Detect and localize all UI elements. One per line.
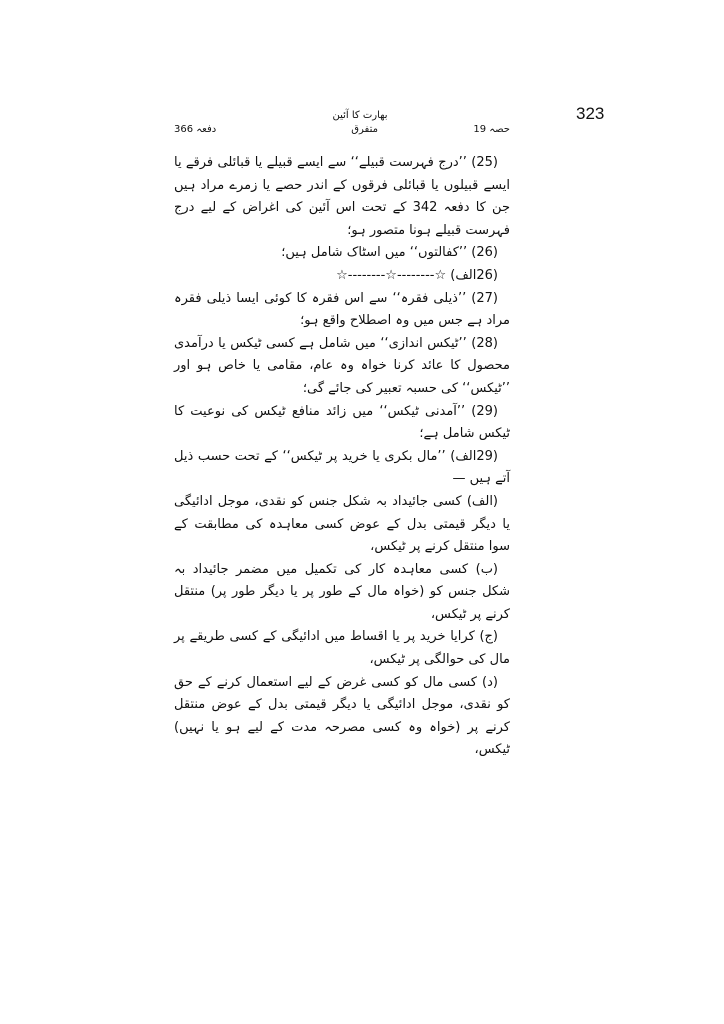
clause-26a: (26الف) ☆--------☆--------☆ <box>336 267 498 283</box>
part-label: حصہ 19 <box>473 124 510 135</box>
book-title: بھارت کا آئین <box>332 110 388 121</box>
category-label: متفرق <box>351 124 378 135</box>
clause-25: (25) ’’درج فہرست قبیلے‘‘ سے ایسے قبیلے یا قبائلی فرقے یا ایسے قبیلوں یا قبائلی فرقوں کے اندر حصے یا زمرے مراد ہیں جن کا دفعہ 342 کے تحت اس آئین کی اغراض کے لیے درج فہرست قبیلے ہونا متصور ہو؛ <box>174 155 510 238</box>
page-number: 323 <box>576 104 605 123</box>
article-label: دفعہ 366 <box>174 124 217 135</box>
sub-clause-d: (د) کسی مال کو کسی غرض کے لیے استعمال کرنے کے حق کو نقدی، موجل ادائیگی یا دیگر قیمتی بدل کے عوض منتقل کرنے پر (خواہ وہ کسی مصرحہ مدت کے لیے ہو یا نہیں) ٹیکس، <box>174 674 510 758</box>
sub-clause-b: (ب) کسی معاہدہ کار کی تکمیل میں مضمر جائیداد بہ شکل جنس کو (خواہ مال کے طور پر یا دیگر طور پر) منتقل کرنے پر ٹیکس، <box>174 561 510 622</box>
sub-clause-c: (ج) کرایا خرید پر یا اقساط میں ادائیگی کے کسی طریقے پر مال کی حوالگی پر ٹیکس، <box>174 629 510 668</box>
clause-29a: (29الف) ’’مال بکری یا خرید پر ٹیکس‘‘ کے تحت حسب ذیل آتے ہیں — <box>174 448 510 487</box>
clause-26: (26) ’’کفالتوں‘‘ میں اسٹاک شامل ہیں؛ <box>281 245 498 261</box>
clause-28: (28) ’’ٹیکس اندازی‘‘ میں شامل ہے کسی ٹیکس یا درآمدی محصول کا عائد کرنا خواہ وہ عام، مقامی یا خاص ہو اور ’’ٹیکس‘‘ کی حسبہ تعبیر کی جائے گی؛ <box>174 335 510 396</box>
clause-27: (27) ’’ذیلی فقرہ‘‘ سے اس فقرہ کا کوئی ایسا ذیلی فقرہ مراد ہے جس میں وہ اصطلاح واقع ہو؛ <box>174 290 510 329</box>
body-text <box>174 152 510 762</box>
clause-29: (29) ’’آمدنی ٹیکس‘‘ میں زائد منافع ٹیکس کی نوعیت کا ٹیکس شامل ہے؛ <box>174 403 510 442</box>
sub-clause-a: (الف) کسی جائیداد بہ شکل جنس کو نقدی، موجل ادائیگی یا دیگر قیمتی بدل کے عوض کسی معاہدہ کی مطابقت کے سوا منتقل کرنے پر ٹیکس، <box>174 493 510 555</box>
header-meta <box>174 124 510 140</box>
